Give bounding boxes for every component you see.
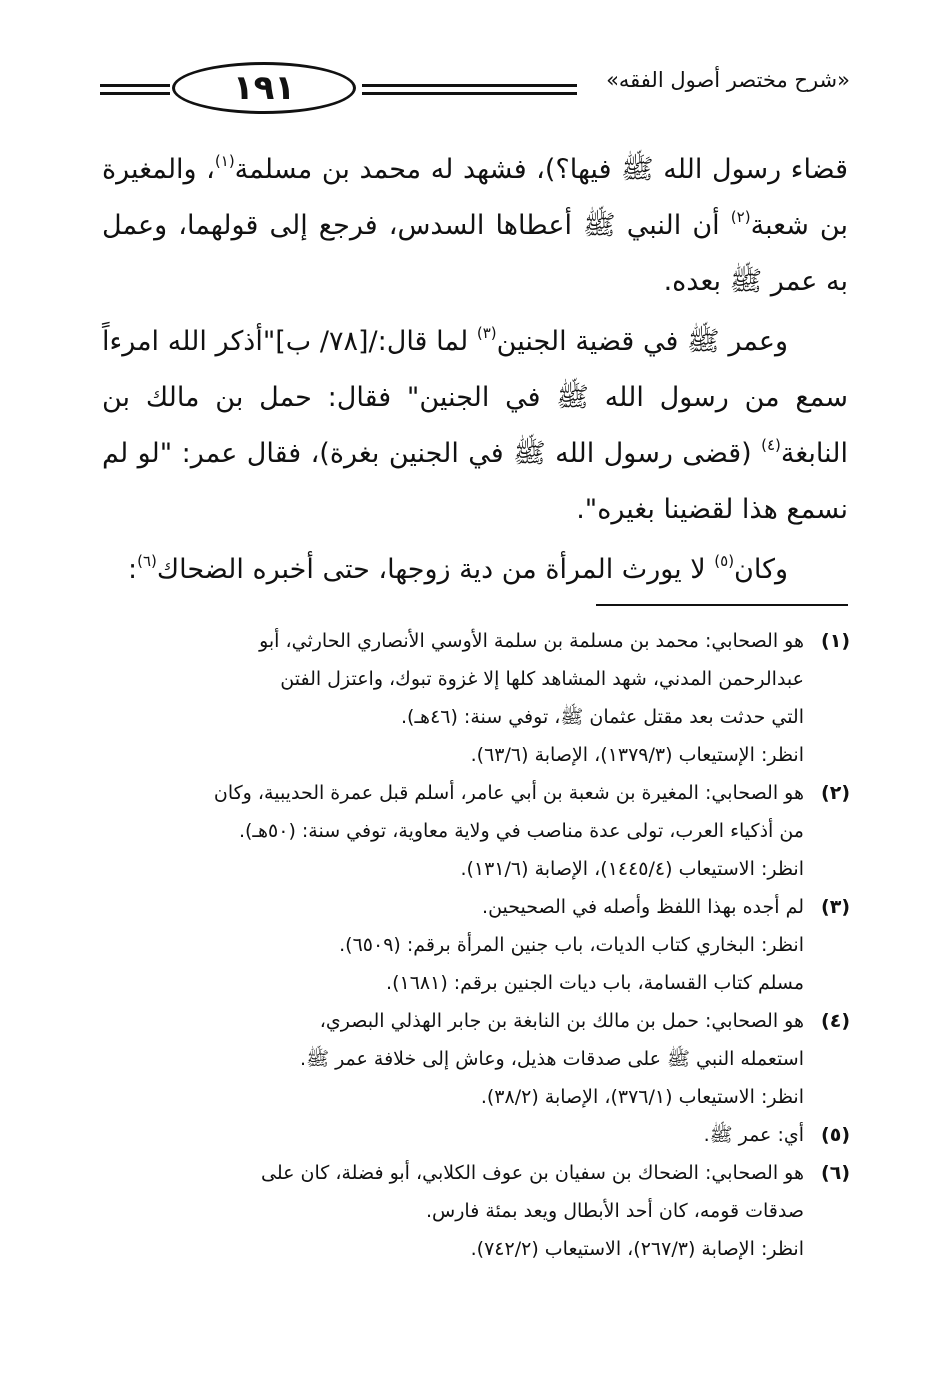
- footnote-ref-2[interactable]: (٢): [730, 208, 751, 226]
- paragraph-3: وكان$^{(٥)}$ لا يورث المرأة من دية زوجها، حتى أخبره الضحاك$^{(٦)}$:: [127, 552, 788, 585]
- header-rule-left: [100, 84, 170, 100]
- footnote-5: [100, 1116, 850, 1154]
- footnote-line: مسلم كتاب القسامة، باب ديات الجنين برقم: (١٦٨١).: [386, 972, 804, 994]
- footnote-number: (٥): [821, 1124, 850, 1146]
- footnote-number: (٣): [821, 896, 850, 918]
- footnote-line: هو الصحابي: الضحاك بن سفيان بن عوف الكلابي، أبو فضلة، كان على: [261, 1162, 804, 1184]
- footnote-line: انظر: الإصابة (٢٦٧/٣)، الاستيعاب (٧٤٢/٢).: [470, 1238, 804, 1260]
- footnote-number: (٢): [821, 782, 850, 804]
- footnote-ref-4[interactable]: (٤): [761, 436, 781, 454]
- footnote-number: (١): [821, 630, 850, 652]
- main-text: [102, 142, 848, 598]
- footnote-line: عبدالرحمن المدني، شهد المشاهد كلها إلا غزوة تبوك، واعتزل الفتن: [280, 668, 804, 690]
- footnotes: [100, 622, 850, 1268]
- footnote-number: (٦): [821, 1162, 850, 1184]
- footnote-separator: [596, 604, 848, 606]
- footnote-line: أي: عمر ﷺ.: [703, 1124, 804, 1146]
- footnote-ref-6[interactable]: (٦): [137, 552, 157, 570]
- header-rule-right: [362, 84, 577, 100]
- page-header: [100, 58, 850, 122]
- footnote-line: من أذكياء العرب، تولى عدة مناصب في ولاية معاوية، توفي سنة: (٥٠هـ).: [238, 820, 804, 842]
- footnote-line: هو الصحابي: حمل بن مالك بن النابغة بن جابر الهذلي البصري،: [319, 1010, 804, 1032]
- footnote-6: [100, 1154, 850, 1268]
- footnote-line: انظر: البخاري كتاب الديات، باب جنين المرأة برقم: (٦٥٠٩).: [339, 934, 804, 956]
- footnote-2: [100, 774, 850, 888]
- footnote-line: انظر: الاستيعاب (١٤٤٥/٤)، الإصابة (١٣١/٦).: [460, 858, 804, 880]
- paragraph-2: وعمر ﷺ في قضية الجنين$^{(٣)}$ لما قال:/[٧٨/ ب]"أذكر الله امرءاً سمع من رسول الله ﷺ في الجنين" فقال: حمل بن مالك بن النابغة$^{(٤)}$ (قضى رسول الله ﷺ في الجنين بغرة)، فقال عمر: "لو لم نسمع هذا لقضينا بغيره".: [102, 324, 848, 525]
- page-number: ١٩١: [172, 62, 356, 114]
- footnote-line: انظر: الإستيعاب (١٣٧٩/٣)، الإصابة (٦٣/٦).: [470, 744, 804, 766]
- footnote-line: انظر: الاستيعاب (٣٧٦/١)، الإصابة (٣٨/٢).: [480, 1086, 804, 1108]
- footnote-ref-3[interactable]: (٣): [476, 324, 497, 342]
- footnote-ref-1[interactable]: (١): [214, 152, 235, 170]
- footnote-ref-5[interactable]: (٥): [714, 552, 735, 570]
- running-title: «شرح مختصر أصول الفقه»: [606, 68, 850, 92]
- footnote-line: هو الصحابي: المغيرة بن شعبة بن أبي عامر، أسلم قبل عمرة الحديبية، وكان: [213, 782, 804, 804]
- footnote-number: (٤): [821, 1010, 850, 1032]
- footnote-line: التي حدثت بعد مقتل عثمان ﷺ، توفي سنة: (٤٦هـ).: [401, 706, 804, 728]
- footnote-3: [100, 888, 850, 1002]
- paragraph-1: قضاء رسول الله ﷺ فيها؟)، فشهد له محمد بن مسلمة$^{(١)}$، والمغيرة بن شعبة$^{(٢)}$ أن النبي ﷺ أعطاها السدس، فرجع إلى قولهما، وعمل به عمر ﷺ بعده.: [102, 152, 849, 297]
- footnote-line: صدقات قومه، كان أحد الأبطال ويعد بمئة فارس.: [426, 1200, 804, 1222]
- footnote-1: [100, 622, 850, 774]
- footnote-line: هو الصحابي: محمد بن مسلمة بن سلمة الأوسي الأنصاري الحارثي، أبو: [259, 630, 804, 652]
- footnote-line: استعمله النبي ﷺ على صدقات هذيل، وعاش إلى خلافة عمر ﷺ.: [300, 1048, 804, 1070]
- footnote-4: [100, 1002, 850, 1116]
- footnote-line: لم أجده بهذا اللفظ وأصله في الصحيحين.: [482, 896, 804, 918]
